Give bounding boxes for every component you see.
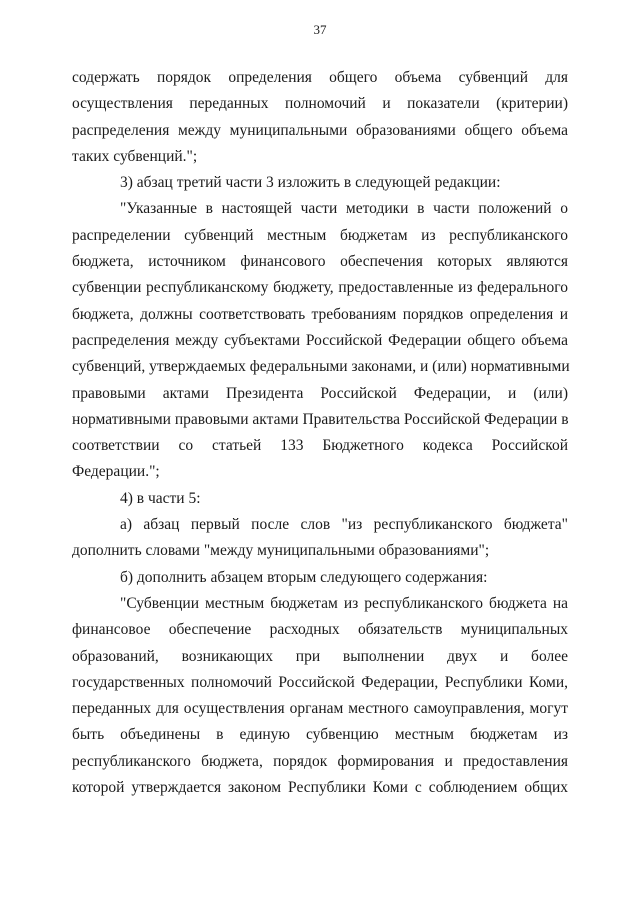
text-line: субвенций, утверждаемых федеральными законами, и (или) нормативными: [72, 358, 570, 376]
text-line: финансовое обеспечение расходных обязательств муниципальных: [72, 621, 568, 639]
text-line: образований, возникающих при выполнении двух и более: [72, 647, 568, 665]
text-line: соответствии со статьей 133 Бюджетного кодекса Российской: [72, 437, 568, 455]
text-line: "Субвенции местным бюджетам из республиканского бюджета на: [120, 594, 568, 612]
text-line: быть объединены в единую субвенцию местным бюджетам из: [72, 726, 568, 744]
text-line: 4) в части 5:: [120, 489, 201, 507]
text-line: переданных для осуществления органам местного самоуправления, могут: [72, 700, 568, 718]
text-line: осуществления переданных полномочий и показатели (критерии): [72, 95, 568, 113]
text-line: таких субвенций.";: [72, 147, 198, 165]
document-body: [72, 65, 568, 801]
text-line: распределении субвенций местным бюджетам из республиканского: [72, 226, 568, 244]
text-line: распределения между субъектами Российской Федерации общего объема: [72, 331, 568, 349]
text-line: субвенции республиканскому бюджету, предоставленные из федерального: [72, 279, 568, 297]
text-line: б) дополнить абзацем вторым следующего содержания:: [120, 568, 488, 586]
text-line: дополнить словами "между муниципальными образованиями";: [72, 542, 490, 560]
text-line: а) абзац первый после слов "из республиканского бюджета": [120, 516, 568, 534]
text-line: государственных полномочий Российской Федерации, Республики Коми,: [72, 673, 568, 691]
text-line: которой утверждается законом Республики Коми с соблюдением общих: [72, 779, 568, 797]
text-line: нормативными правовыми актами Правительства Российской Федерации в: [72, 410, 569, 428]
text-line: Федерации.";: [72, 463, 160, 481]
text-line: республиканского бюджета, порядок формирования и предоставления: [72, 752, 568, 770]
text-line: "Указанные в настоящей части методики в части положений о: [120, 200, 568, 218]
text-line: правовыми актами Президента Российской Федерации, и (или): [72, 384, 568, 402]
text-line: бюджета, источником финансового обеспечения которых являются: [72, 253, 568, 271]
text-line: бюджета, должны соответствовать требованиям порядков определения и: [72, 305, 568, 323]
text-line: 3) абзац третий части 3 изложить в следующей редакции:: [120, 174, 501, 192]
text-line: содержать порядок определения общего объема субвенций для: [72, 69, 568, 86]
page-number: 37: [313, 22, 327, 37]
text-line: распределения между муниципальными образованиями общего объема: [72, 121, 568, 139]
